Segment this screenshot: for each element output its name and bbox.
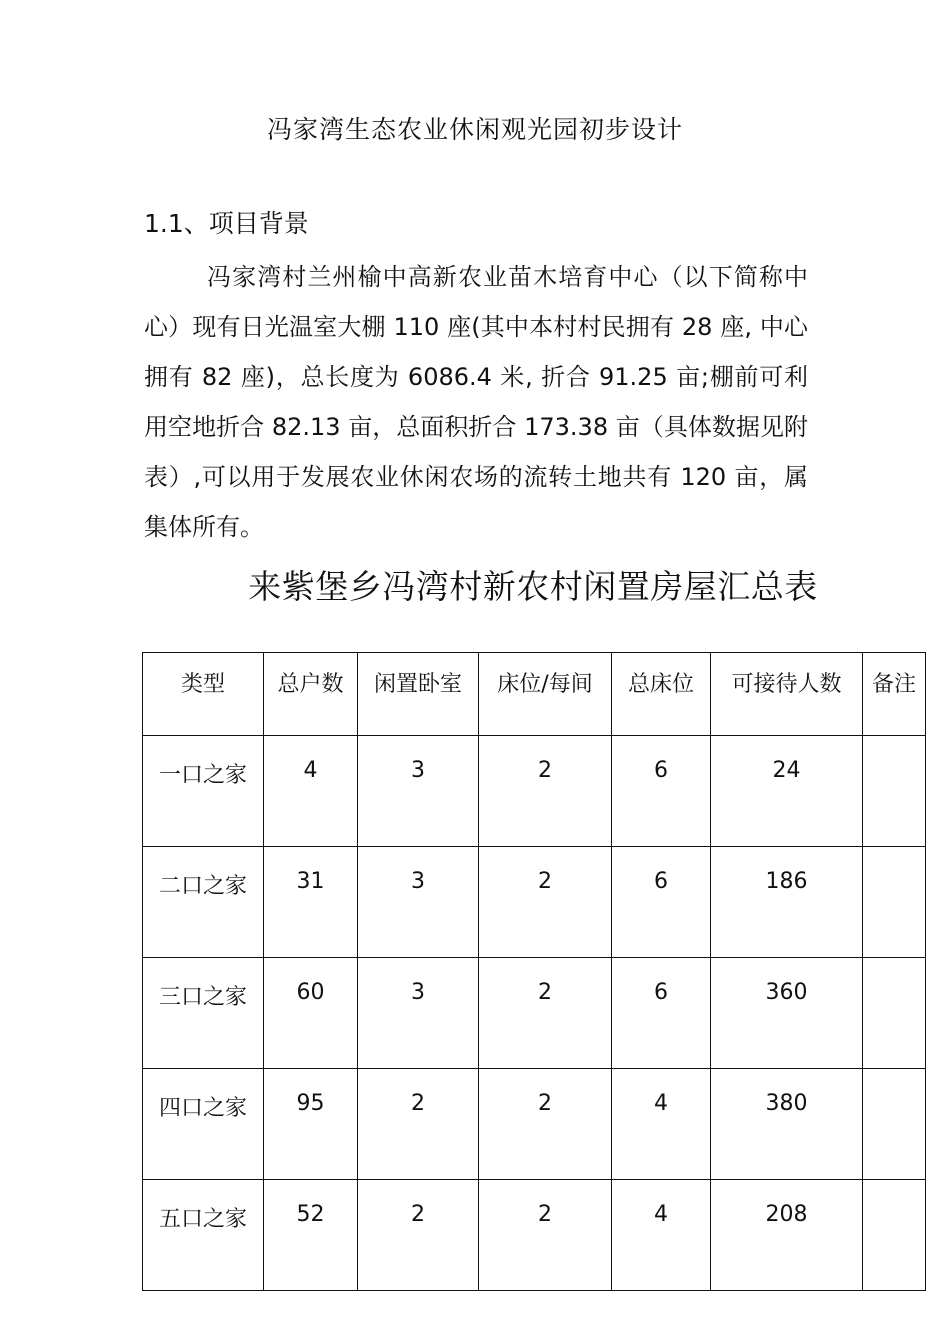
- table-row: [143, 958, 926, 1069]
- table-cell: 2: [479, 847, 612, 958]
- table-cell: 24: [711, 736, 863, 847]
- table-cell: [863, 736, 926, 847]
- table-cell: 3: [358, 847, 479, 958]
- table-cell: 2: [479, 1180, 612, 1291]
- table-row: [143, 736, 926, 847]
- table-cell: 五口之家: [143, 1180, 264, 1291]
- table-cell: 四口之家: [143, 1069, 264, 1180]
- table-cell: 2: [358, 1069, 479, 1180]
- table-cell: 6: [612, 736, 711, 847]
- table-cell: 二口之家: [143, 847, 264, 958]
- table-cell: 6: [612, 958, 711, 1069]
- header-cell-households: 总户数: [264, 653, 358, 736]
- table-cell: 52: [264, 1180, 358, 1291]
- header-cell-idle-bedrooms: 闲置卧室: [358, 653, 479, 736]
- table-cell: 2: [358, 1180, 479, 1291]
- table-cell: 一口之家: [143, 736, 264, 847]
- table-cell: 4: [612, 1180, 711, 1291]
- header-cell-type: 类型: [143, 653, 264, 736]
- table-cell: 31: [264, 847, 358, 958]
- table-cell: 6: [612, 847, 711, 958]
- table-cell: 2: [479, 958, 612, 1069]
- header-cell-beds-per-room: 床位/每间: [479, 653, 612, 736]
- table-cell: 95: [264, 1069, 358, 1180]
- table-cell: [863, 1069, 926, 1180]
- header-cell-remarks: 备注: [863, 653, 926, 736]
- header-cell-total-beds: 总床位: [612, 653, 711, 736]
- table-row: [143, 1069, 926, 1180]
- table-row: [143, 847, 926, 958]
- table-cell: 4: [264, 736, 358, 847]
- table-title: 来紫堡乡冯湾村新农村闲置房屋汇总表: [248, 567, 818, 606]
- table-header-row: [143, 653, 926, 736]
- table-cell: 3: [358, 958, 479, 1069]
- header-cell-capacity: 可接待人数: [711, 653, 863, 736]
- table-cell: 2: [479, 1069, 612, 1180]
- table-cell: 208: [711, 1180, 863, 1291]
- section-heading: 1.1、项目背景: [144, 209, 309, 238]
- table-cell: 360: [711, 958, 863, 1069]
- table-cell: [863, 1180, 926, 1291]
- table-cell: 3: [358, 736, 479, 847]
- document-title: 冯家湾生态农业休闲观光园初步设计: [266, 115, 683, 144]
- background-paragraph: 冯家湾村兰州榆中高新农业苗木培育中心（以下简称中心）现有日光温室大棚 110 座(其中本村村民拥有 28 座, 中心拥有 82 座)，总长度为 6086.4 米, 折合 91.25 亩;棚前可利用空地折合 82.13 亩，总面积折合 173.38 亩（具体数据见附表）,可以用于发展农业休闲农场的流转土地共有 120 亩，属集体所有。: [144, 263, 808, 541]
- table-cell: 三口之家: [143, 958, 264, 1069]
- table-cell: 2: [479, 736, 612, 847]
- table-cell: [863, 847, 926, 958]
- table-cell: 380: [711, 1069, 863, 1180]
- table-cell: [863, 958, 926, 1069]
- table-cell: 186: [711, 847, 863, 958]
- table-cell: 4: [612, 1069, 711, 1180]
- table-cell: 60: [264, 958, 358, 1069]
- idle-housing-summary-table: [142, 652, 926, 1291]
- table-row: [143, 1180, 926, 1291]
